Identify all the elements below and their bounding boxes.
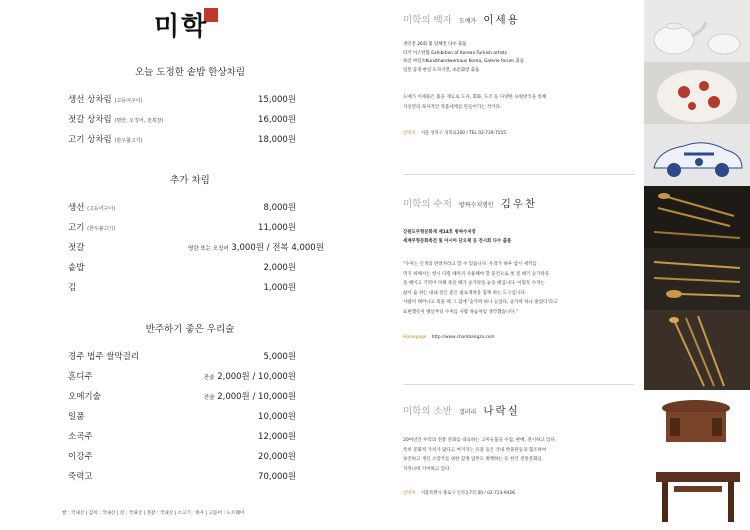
item-price: 16,000원	[258, 115, 296, 125]
photo-white-teaware	[644, 0, 750, 62]
desc-line: 20여년간 우리의 전통 문화를 대표하는 고미술품을 수집, 판매, 전시하고 있다.	[403, 438, 557, 443]
item-price: 70,000원	[258, 472, 296, 482]
item-price: 18,000원	[258, 135, 296, 145]
item-price: 8,000원	[263, 203, 296, 213]
item-option	[204, 390, 296, 402]
desc-line: 표현했듯이 옛날부터 수저를 사람 목숨처럼 생각했습니다."	[403, 309, 518, 315]
item-note: (한우불고기)	[87, 226, 116, 232]
section-title-extras: 추가 차림	[170, 175, 210, 186]
item-name: 일품	[68, 412, 85, 422]
artist-title	[403, 403, 635, 418]
menu-row	[68, 113, 296, 127]
item-name: 고기	[68, 223, 85, 233]
item-name: 죽력고	[68, 472, 93, 482]
item-price: 15,000원	[258, 95, 296, 105]
credit-line: 강원도무형문화재 제14호 방짜수저장	[403, 230, 476, 235]
item-name: 생선 상차림	[68, 95, 112, 105]
option-separator: /	[252, 372, 256, 382]
item-price: 20,000원	[258, 452, 296, 462]
item-price: 11,000원	[258, 223, 296, 233]
item-price: 10,000원	[258, 412, 296, 422]
item-name: 김	[68, 283, 77, 293]
desc-line: 특히 문화적 가치가 많다고 여겨지는 유물 등은 국내 박물관등과 협조하여	[403, 447, 547, 453]
item-note: (명란, 오징어, 전복장)	[114, 118, 164, 124]
desc-line: 삶이 숨 쉬는 내내 살은 좋은 최로재락을 함께 하는 도구입니다.	[403, 290, 526, 296]
desc-line: 보존하고 개인 소장가를 위한 감정 업무도 병행하는 등 한국 전통문화를	[403, 457, 542, 462]
item-name: 소곡주	[68, 432, 93, 442]
photo-red-patterned-jar	[644, 62, 750, 124]
item-price: 1,000원	[263, 283, 296, 293]
credit-line: 세계무형문화축전 및 아시아 단오제 등 전시회 다수 출품	[403, 238, 512, 244]
option-separator: /	[252, 392, 256, 402]
contact-value: 서울특별시 종로구 인사동7길 00 / 02-723-9426	[420, 491, 515, 496]
artist-title	[403, 196, 635, 211]
photo-wooden-soban-tables	[644, 390, 750, 530]
item-price: 10,000원	[258, 392, 296, 402]
photo-spoons-chopsticks	[644, 248, 750, 310]
artist-credits	[403, 41, 635, 75]
artist-description	[403, 260, 635, 317]
menu-row	[68, 281, 296, 295]
desc-line: 자신만의 독자적인 작품세계를 만들어가는 작가다.	[403, 104, 502, 110]
item-price: 2,000원	[263, 263, 296, 273]
artist-contact	[403, 490, 635, 496]
credit-line: 독일 마인츠Kunsthandwerkaus Korea, Galerie forum 출품	[403, 59, 524, 65]
photo-brass-spoons	[644, 186, 750, 248]
item-name: 젓갈 상차림	[68, 115, 112, 125]
item-note: (한우불고기)	[114, 138, 143, 144]
item-price: 12,000원	[258, 432, 296, 442]
item-option	[188, 241, 324, 253]
item-name: 솥밥	[68, 263, 85, 273]
option-separator: / 전복	[266, 243, 289, 253]
item-note: (고등어구이)	[114, 98, 143, 104]
item-name: 혼디주	[68, 372, 93, 382]
menu-row	[68, 261, 296, 275]
credit-line: 터키 이스탄불 Exhibition of Korean-Turkish artists	[403, 50, 508, 56]
contact-value: 서울 성북구 성북로100 / TEL 02-739-7555	[420, 131, 506, 137]
photo-spoon-set	[644, 310, 750, 390]
desc-line: 먹기 위해서는 항시 다릴 때까지 사용해야 할 물건으로 첫 젖 떼기 숟가락을	[403, 271, 550, 277]
artist-title	[403, 12, 635, 27]
desc-line: 지켜나데 기여하고 있다.	[403, 466, 451, 472]
artist-section-soban	[403, 403, 635, 496]
photo-blue-white-car	[644, 124, 750, 186]
option-prefix: 잔술	[203, 375, 215, 381]
artist-prefix: 미학의 소반	[403, 406, 452, 417]
menu-row	[68, 390, 296, 404]
artist-section-porcelain	[403, 12, 635, 136]
artist-description	[403, 436, 635, 474]
menu-row	[68, 470, 296, 484]
brand-logo	[152, 6, 220, 42]
item-price: 10,000원	[258, 372, 296, 382]
item-name: 경주 법주 쌀막걸리	[68, 352, 140, 362]
item-name: 이강주	[68, 452, 93, 462]
artist-role: 도예가	[458, 18, 477, 25]
artist-name: 김우찬	[500, 198, 538, 210]
desc-line: 도예가 이세용은 흙을 재료로 도자, 회화, 도조 등 다양한 표현방식을 통해	[403, 95, 547, 101]
contact-label: Homepage	[403, 335, 427, 341]
artist-role: 갤러리	[458, 409, 477, 416]
credit-line: 개인전 26회 및 단체전 다수 출품	[403, 42, 467, 47]
item-name: 오메기술	[68, 392, 101, 402]
menu-row	[68, 430, 296, 444]
credit-line: 일본 동경 한일 도자기전, 초문화랑 출품	[403, 67, 480, 73]
menu-row	[68, 450, 296, 464]
item-name: 젓갈	[68, 243, 85, 253]
option-price: 2,000원	[217, 392, 250, 402]
menu-row	[68, 410, 296, 424]
item-name: 고기 상차림	[68, 135, 112, 145]
artist-section-spoons	[403, 196, 635, 340]
artist-prefix: 미학의 백자	[403, 15, 452, 26]
divider	[403, 384, 635, 385]
contact-label: 연락처	[403, 131, 416, 137]
section-title-liquor: 반주하기 좋은 우리술	[145, 324, 235, 335]
logo-text: 미학	[154, 12, 209, 42]
section-title-set-meals: 오늘 도정한 솥밥 한상차림	[134, 67, 245, 78]
artist-homepage	[403, 335, 635, 340]
item-name: 생선	[68, 203, 85, 213]
item-option	[204, 370, 296, 382]
menu-row	[68, 221, 296, 235]
desc-line: "수저는 인생의 반려자라고 할 수 있습니다. 우리가 하루 삼시 세끼를	[403, 262, 537, 268]
artist-name: 이세용	[483, 14, 520, 26]
item-price: 5,000원	[263, 352, 296, 362]
menu-row	[68, 201, 296, 215]
menu-row	[68, 133, 296, 147]
menu-row	[68, 370, 296, 384]
artist-name: 나락실	[483, 405, 520, 417]
artist-contact	[403, 130, 635, 136]
artist-role: 방짜수저명인	[458, 202, 494, 209]
item-price: 4,000원	[291, 243, 324, 253]
artist-description	[403, 93, 635, 112]
menu-row	[68, 93, 296, 107]
option-prefix: 잔술	[203, 395, 215, 401]
contact-label: 연락처	[403, 491, 416, 496]
option-prefix: 명란 또는 오징어	[188, 246, 229, 252]
desc-line: 사람이 태어나고 죽을 때 그 집에 '숟가락 하나 늘었다, 숟가락 하나 줄었다'라고	[403, 300, 558, 306]
origin-footer: 쌀 : 국내산 | 김치 : 국내산 | 전 : 국내산 | 젓갈 : 국내산 | 소고기 : 한우 | 고등어 : 노르웨이	[62, 511, 245, 516]
artist-credits	[403, 229, 635, 246]
item-note: (고등어구이)	[87, 206, 116, 212]
option-price: 2,000원	[217, 372, 250, 382]
divider	[403, 174, 635, 175]
artist-prefix: 미학의 수저	[403, 199, 452, 210]
menu-row	[68, 350, 296, 364]
desc-line: 을 때이고 기력이 다해 죽을 때가 숟가락을 놓을 때입니다. 이렇듯 수저는	[403, 281, 545, 287]
menu-row	[68, 241, 324, 255]
homepage-link[interactable]: http://www.chambangza.com	[431, 335, 495, 341]
option-price: 3,000원	[231, 243, 264, 253]
